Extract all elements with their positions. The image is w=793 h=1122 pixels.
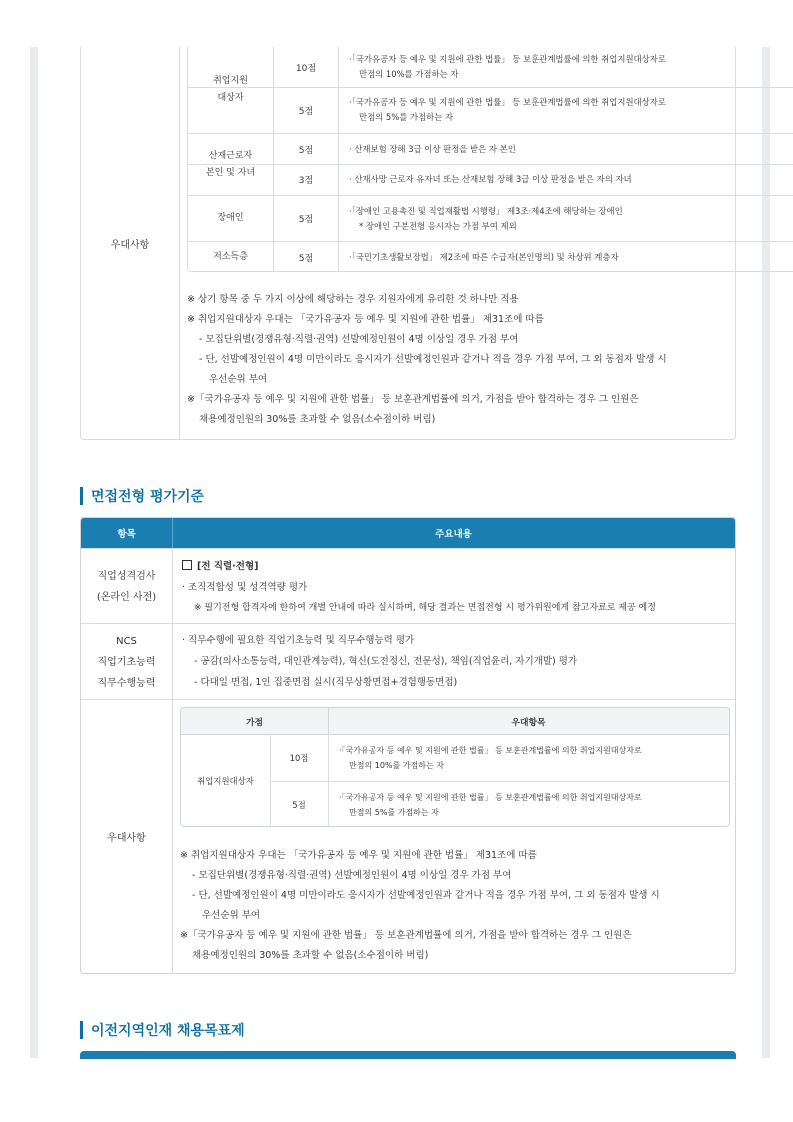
interview-preference-table — [180, 707, 730, 827]
mini-table-header: 가점 우대항목 — [181, 708, 729, 735]
table-row — [188, 242, 793, 272]
points-cell: 3점 — [274, 164, 339, 195]
left-scroll-gutter — [30, 47, 38, 1058]
description-cell: · 산재사망 근로자 유자녀 또는 산재보험 장해 3급 이상 판정을 받은 자의 자녀 — [349, 174, 632, 184]
category-cell: 취업지원 대상자 — [188, 47, 274, 133]
title-accent-bar — [80, 487, 83, 505]
points-cell: 10점 — [274, 47, 339, 87]
header-item: 항목 — [81, 518, 173, 548]
category-cell: 산재근로자 본인 및 자녀 — [188, 134, 274, 195]
description-cell: ·「국가유공자 등 예우 및 지원에 관한 법률」 등 보훈관계법률에 의한 취업지원대상자로 만점의 5%를 가점하는 자 — [349, 97, 666, 122]
relocation-table-header — [80, 1051, 736, 1059]
points-cell: 5점 — [270, 781, 329, 827]
description-cell: ·「국가유공자 등 예우 및 지원에 관한 법률」 등 보훈관계법률에 의한 취업지원대상자로 만점의 10%를 가점하는 자 — [349, 54, 666, 79]
points-cell: 5점 — [274, 242, 339, 272]
points-cell: 5점 — [274, 134, 339, 164]
description-cell: ·「장애인 고용촉진 및 직업재활법 시행령」 제3조·제4조에 해당하는 장애인 * 장애인 구분전형 응시자는 가점 부여 제외 — [349, 205, 623, 231]
description-cell: · 산재보험 장해 3급 이상 판정을 받은 자 본인 — [349, 143, 516, 154]
table-row — [188, 87, 793, 134]
checkbox-square-icon — [182, 560, 192, 570]
interview-section-title: 면접전형 평가기준 — [80, 486, 204, 506]
description-cell: ·「국가유공자 등 예우 및 지원에 관한 법률」 등 보훈관계법률에 의한 취업지원대상자로 만점의 10%를 가점하는 자 — [339, 745, 642, 770]
table-row — [81, 548, 735, 624]
category-cell: 저소득층 — [188, 242, 274, 272]
row-label: NCS 직업기초능력 직무수행능력 — [81, 624, 173, 700]
table-row — [81, 623, 735, 700]
points-cell: 5점 — [274, 196, 339, 241]
points-cell: 5점 — [274, 87, 339, 133]
preference-inner-table — [187, 47, 793, 272]
table-row — [188, 164, 793, 196]
table-row — [188, 47, 793, 88]
description-cell: ·「국민기초생활보장법」 제2조에 따른 수급자(본인명의) 및 차상위 계층자 — [349, 251, 619, 262]
relocation-section-title: 이전지역인재 채용목표제 — [80, 1020, 245, 1040]
interview-preference-notes: ※ 취업지원대상자 우대는 「국가유공자 등 예우 및 지원에 관한 법률」 제31조에 따름 - 모집단위별(경쟁유형·직렬·권역) 선발예정인원이 4명 이상일 경우 가점 부여 - 단, 선발예정인원이 4명 미만이라도 응시자가 선발예정인원과 같거나 적을 경우 가점 부여, 그 외 동점자 발생 시 우선순위 부여 ※「국가유공자 등 예우 및 지원에 관한 법률」 등 보훈관계법률에 의거, 가점을 받아 합격하는 경우 그 인원은 채용예정인원의 30%를 초과할 수 없음(소수점이하 버림) — [180, 850, 660, 961]
row-label: 직업성격검사 (온라인 사전) — [81, 549, 173, 624]
preference-label: 우대사항 — [81, 47, 180, 439]
header-content: 주요내용 — [435, 529, 472, 540]
table-row — [270, 781, 729, 827]
table-row — [270, 734, 729, 782]
points-cell: 10점 — [270, 734, 329, 781]
row-content: [전 직렬·전형] · 조직적합성 및 성격역량 평가 ※ 필기전형 합격자에 한하여 개별 안내에 따라 실시하며, 해당 결과는 면접전형 시 평가위원에게 참고자료로 제공 예정 — [182, 561, 656, 613]
table-row — [81, 699, 735, 974]
preference-notes: ※ 상기 항목 중 두 가지 이상에 해당하는 경우 지원자에게 유리한 것 하나만 적용 ※ 취업지원대상자 우대는 「국가유공자 등 예우 및 지원에 관한 법률」 제31조에 따름 - 모집단위별(경쟁유형·직렬·권역) 선발예정인원이 4명 이상일 경우 가점 부여 - 단, 선발예정인원이 4명 미만이라도 응시자가 선발예정인원과 같거나 적을 경우 가점 부여, 그 외 동점자 발생 시 우선순위 부여 ※「국가유공자 등 예우 및 지원에 관한 법률」 등 보훈관계법률에 의거, 가점을 받아 합격하는 경우 그 인원은 채용예정인원의 30%를 초과할 수 없음(소수점이하 버림) — [187, 294, 667, 425]
category-cell: 장애인 — [188, 196, 274, 241]
table-row — [188, 196, 793, 242]
title-accent-bar — [80, 1021, 83, 1039]
description-cell: ·「국가유공자 등 예우 및 지원에 관한 법률」 등 보훈관계법률에 의한 취업지원대상자로 만점의 5%를 가점하는 자 — [339, 792, 642, 817]
preference-table — [80, 47, 736, 440]
table-row — [188, 134, 793, 165]
category-cell: 취업지원대상자 — [181, 734, 271, 827]
interview-criteria-table — [80, 517, 736, 974]
row-label: 우대사항 — [81, 700, 173, 974]
table-header — [81, 518, 735, 548]
row-content: · 직무수행에 필요한 직업기초능력 및 직무수행능력 평가 - 공감(의사소통능력, 대인관계능력), 혁신(도전정신, 전문성), 책임(직업윤리, 자기개발) 평가 - 다대일 면접, 1인 집중면접 실시(직무상황면접+경험행동면접) — [182, 635, 578, 688]
